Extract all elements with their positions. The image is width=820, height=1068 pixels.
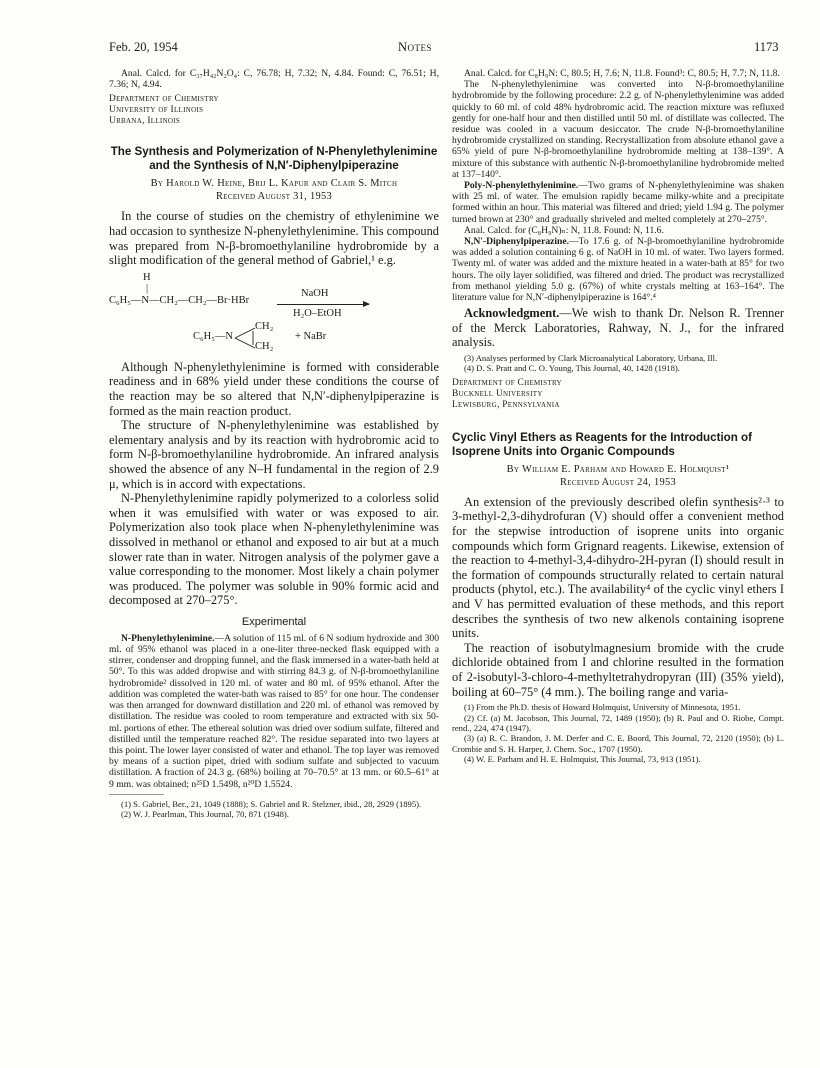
reaction-arrow xyxy=(277,304,369,305)
eq-ch2-top: CH₂ xyxy=(255,320,274,332)
aziridine-ring xyxy=(235,323,257,353)
footnote: (3) Analyses performed by Clark Microanalytical Laboratory, Urbana, Ill. xyxy=(464,353,718,364)
header-date: Feb. 20, 1954 xyxy=(109,40,178,54)
eq-byproduct: + NaBr xyxy=(295,330,327,342)
poly-body: —Two grams of N-phenylethylenimine was shaken with 25 ml. of water. The emulsion rapidly became milky-white and a precipitate formed within an hour. This material was filtered and dried; yield 1.94 g. The polymer turned brown at 230° and gradually shriveled and melted completely at 270–275°. xyxy=(452,180,784,225)
analysis-text: Anal. Calcd. for (C₈H₉N)ₙ: N, 11.8. Found: N, 11.6. xyxy=(464,224,664,236)
article-title: The Synthesis and Polymerization of N-Phenylethylenimine and the Synthesis of N,N′-Diphenylpiperazine xyxy=(110,145,438,173)
footnote: (2) Cf. (a) M. Jacobson, This Journal, 72, 1489 (1950); (b) R. Paul and O. Riobe, Compt. rend., 224, 474 (1947). xyxy=(452,712,784,733)
affiliation-line: Lewisburg, Pennsylvania xyxy=(452,399,560,410)
poly-head: Poly-N-phenylethylenimine. xyxy=(464,180,579,192)
body-paragraph: Although N-phenylethylenimine is formed with considerable readiness and in 68% yield under these conditions the course of the reaction may be so altered that N,N′-diphenylpiperazine is formed as the main reaction product. xyxy=(109,359,439,418)
article-authors: By Harold W. Heine, Brij L. Kapur and Clair S. Mitch xyxy=(150,178,398,190)
eq-reagent-top: NaOH xyxy=(301,287,329,299)
footnote: (1) S. Gabriel, Ber., 21, 1049 (1888); S. Gabriel and R. Stelzner, ibid., 28, 2929 (1895). xyxy=(121,798,422,809)
body-paragraph: In the course of studies on the chemistry of ethylenimine we had occasion to synthesize N-phenylethylenimine. This compound was prepared from N-β-bromoethylaniline hydrobromide by a slight modification of the general method of Gabriel,¹ e.g. xyxy=(109,209,439,268)
right-column xyxy=(452,68,784,765)
article-authors: By William E. Parham and Howard E. Holmquist¹ xyxy=(506,463,730,475)
header-section: Notes xyxy=(398,40,433,54)
affiliation-line: Urbana, Illinois xyxy=(109,116,181,127)
affiliation-line: Department of Chemistry xyxy=(109,94,219,105)
experimental-paragraph xyxy=(452,180,784,225)
eq-product: C₆H₅—N xyxy=(193,330,233,342)
eq-ch2-bottom: CH₂ xyxy=(255,340,274,352)
header-page-number: 1173 xyxy=(754,40,779,54)
eq-bond: | xyxy=(146,282,149,294)
affiliation-line: University of Illinois xyxy=(109,105,204,116)
footnote: (4) D. S. Pratt and C. O. Young, This Journal, 40, 1428 (1918). xyxy=(464,363,680,374)
footnote: (1) From the Ph.D. thesis of Howard Holmquist, University of Minnesota, 1951. xyxy=(464,702,741,713)
article-title: Cyclic Vinyl Ethers as Reagents for the Introduction of Isoprene Units into Organic Compounds xyxy=(452,430,752,458)
eq-reactant: C₆H₅—N—CH₂—CH₂—Br·HBr xyxy=(109,294,250,306)
footnote: (2) W. J. Pearlman, This Journal, 70, 871 (1948). xyxy=(121,809,289,820)
affiliation-line: Department of Chemistry xyxy=(452,377,562,388)
piperazine-body: —To 17.6 g. of N-β-bromoethylaniline hydrobromide was added a solution containing 6 g. of NaOH in 10 ml. of water. Two layers formed. Twenty ml. of water was added and the mixture heated in a water-bath at 85° for two hours. The oily layer solidified, was filtered and dried. The product was recrystallized from methanol yielding 5.0 g. (67%) of white crystals melting at 163–164°. The literature value for N,N′-diphenylpiperazine is 164°.⁴ xyxy=(452,236,784,304)
ack-head: Acknowledgment. xyxy=(464,306,560,321)
body-paragraph: The N-phenylethylenimine was converted into N-β-bromoethylaniline hydrobromide by the following procedure: 2.2 g. of N-phenylethylenimine was added quickly to 60 ml. of cold 48% hydrobromic acid. The reaction mixture was refluxed gently for one-half hour and then distilled until 50 ml. of distillate was collected. The residue was cooled in a vacuum desiccator. The crude N-β-bromoethylaniline hydrobromide crystallized on standing. Recrystallization from absolute ethanol gave a 65% yield of pure N-β-bromoethylaniline hydrobromide melting at 138–139°. A mixture of this substance with authentic N-β-bromoethylaniline hydrobromide melted at 137–140°. xyxy=(452,79,784,180)
reaction-equation xyxy=(109,268,439,360)
eq-h: H xyxy=(143,271,151,283)
body-paragraph: N-Phenylethylenimine rapidly polymerized to a colorless solid when it was emulsified with water or was exposed to air. Polymerization also took place when N-phenylethylenimine was dissolved in methanol or ethanol and exposed to air but at a much slower rate than in water. Nitrogen analysis of the polymer gave a value corresponding to the monomer. Most likely a chain polymer was produced. The polymer was soluble in 90% formic acid and decomposed at 270–275°. xyxy=(109,491,439,608)
footnote-rule xyxy=(109,794,164,795)
received-date: Received August 24, 1953 xyxy=(560,476,676,488)
body-paragraph: The reaction of isobutylmagnesium bromide with the crude dichloride obtained from I and chlorine resulted in the formation of 2-isobutyl-3-chloro-4-methyltetrahydropyran (III) (35% yield), boiling at 60–75° (4 mm.). The boiling range and varia- xyxy=(452,640,784,699)
left-column xyxy=(109,68,439,820)
footnote: (3) (a) R. C. Brandon, J. M. Derfer and C. E. Boord, This Journal, 72, 2120 (1950); (b) L. Crombie and S. H. Harper, J. Chem. Soc., 1707 (1950). xyxy=(452,733,784,754)
analysis-text: Anal. Calcd. for C₈H₉N: C, 80.5; H, 7.6; N, 11.8. Found³: C, 80.5; H, 7.7; N, 11.8. xyxy=(464,68,780,79)
analysis-text: Anal. Calcd. for C₃₇H₄₂N₂O₄: C, 76.78; H, 7.32; N, 4.84. Found: C, 76.51; H, 7.36; N, 4.94. xyxy=(109,68,439,91)
body-paragraph: The structure of N-phenylethylenimine was established by elementary analysis and by its reaction with hydrobromic acid to form N-β-bromoethylaniline hydrobromide. An infrared analysis showed the absence of any N–H fundamental in the region of 2.9 μ, which is in accord with expectations. xyxy=(109,418,439,491)
experimental-paragraph xyxy=(109,633,439,790)
experimental-paragraph xyxy=(452,236,784,303)
eq-reagent-bottom: H₂O–EtOH xyxy=(293,307,342,319)
affiliation-line: Bucknell University xyxy=(452,388,543,399)
experimental-body: —A solution of 115 ml. of 6 N sodium hydroxide and 300 ml. of 95% ethanol was placed in a one-liter three-necked flask equipped with a stirrer, condenser and dropping funnel, and the flask immersed in a water-bath held at 50°. To this was added dropwise and with stirring 84.3 g. of N-β-bromoethylaniline hydrobromide² dissolved in 120 ml. of water and 80 ml. of 95% ethanol. After the addition was completed the water-bath was raised to 85° for one hour. The condenser was then arranged for downward distillation and 220 ml. of ethanol was removed by distillation. The residue was cooled to room temperature and extracted with six 50-ml. portions of ether. The ethereal solution was dried over sodium sulfate, filtered and distilled until the temperature reached 82°. The residue separated into two layers at this point. The lower layer consisted of water and ethanol. The top layer was removed by means of a suction pipet, dried with sodium sulfate and subjected to vacuum distillation. A fraction of 24.3 g. (68%) boiling at 70–70.5° at 13 mm. or 60.5–61° at 9 mm. was obtained; n²⁵D 1.5498, n²⁰D 1.5524. xyxy=(109,632,439,790)
footnote: (4) W. E. Parham and H. E. Holmquist, This Journal, 73, 913 (1951). xyxy=(464,754,701,765)
received-date: Received August 31, 1953 xyxy=(216,191,332,203)
body-paragraph: An extension of the previously described olefin synthesis²·³ to 3-methyl-2,3-dihydrofuran (V) should offer a convenient method for the stepwise introduction of isoprene units into organic compounds which form Grignard reagents. Likewise, extension of the reaction to 4-methyl-3,4-dihydro-2H-pyran (I) should result in the formation of compounds structurally related to certain natural products (phytol, etc.). The availability⁴ of the cyclic vinyl ethers I and V has permitted evaluation of these methods, and this report describes the synthesis of two new alkenols containing isoprene units. xyxy=(452,494,784,641)
experimental-head: N-Phenylethylenimine. xyxy=(121,632,215,644)
section-heading: Experimental xyxy=(241,615,307,628)
piperazine-head: N,N′-Diphenylpiperazine. xyxy=(464,236,570,248)
acknowledgment xyxy=(452,306,784,350)
ack-body: —We wish to thank Dr. Nelson R. Trenner of the Merck Laboratories, Rahway, N. J., for the infrared analysis. xyxy=(452,306,784,350)
